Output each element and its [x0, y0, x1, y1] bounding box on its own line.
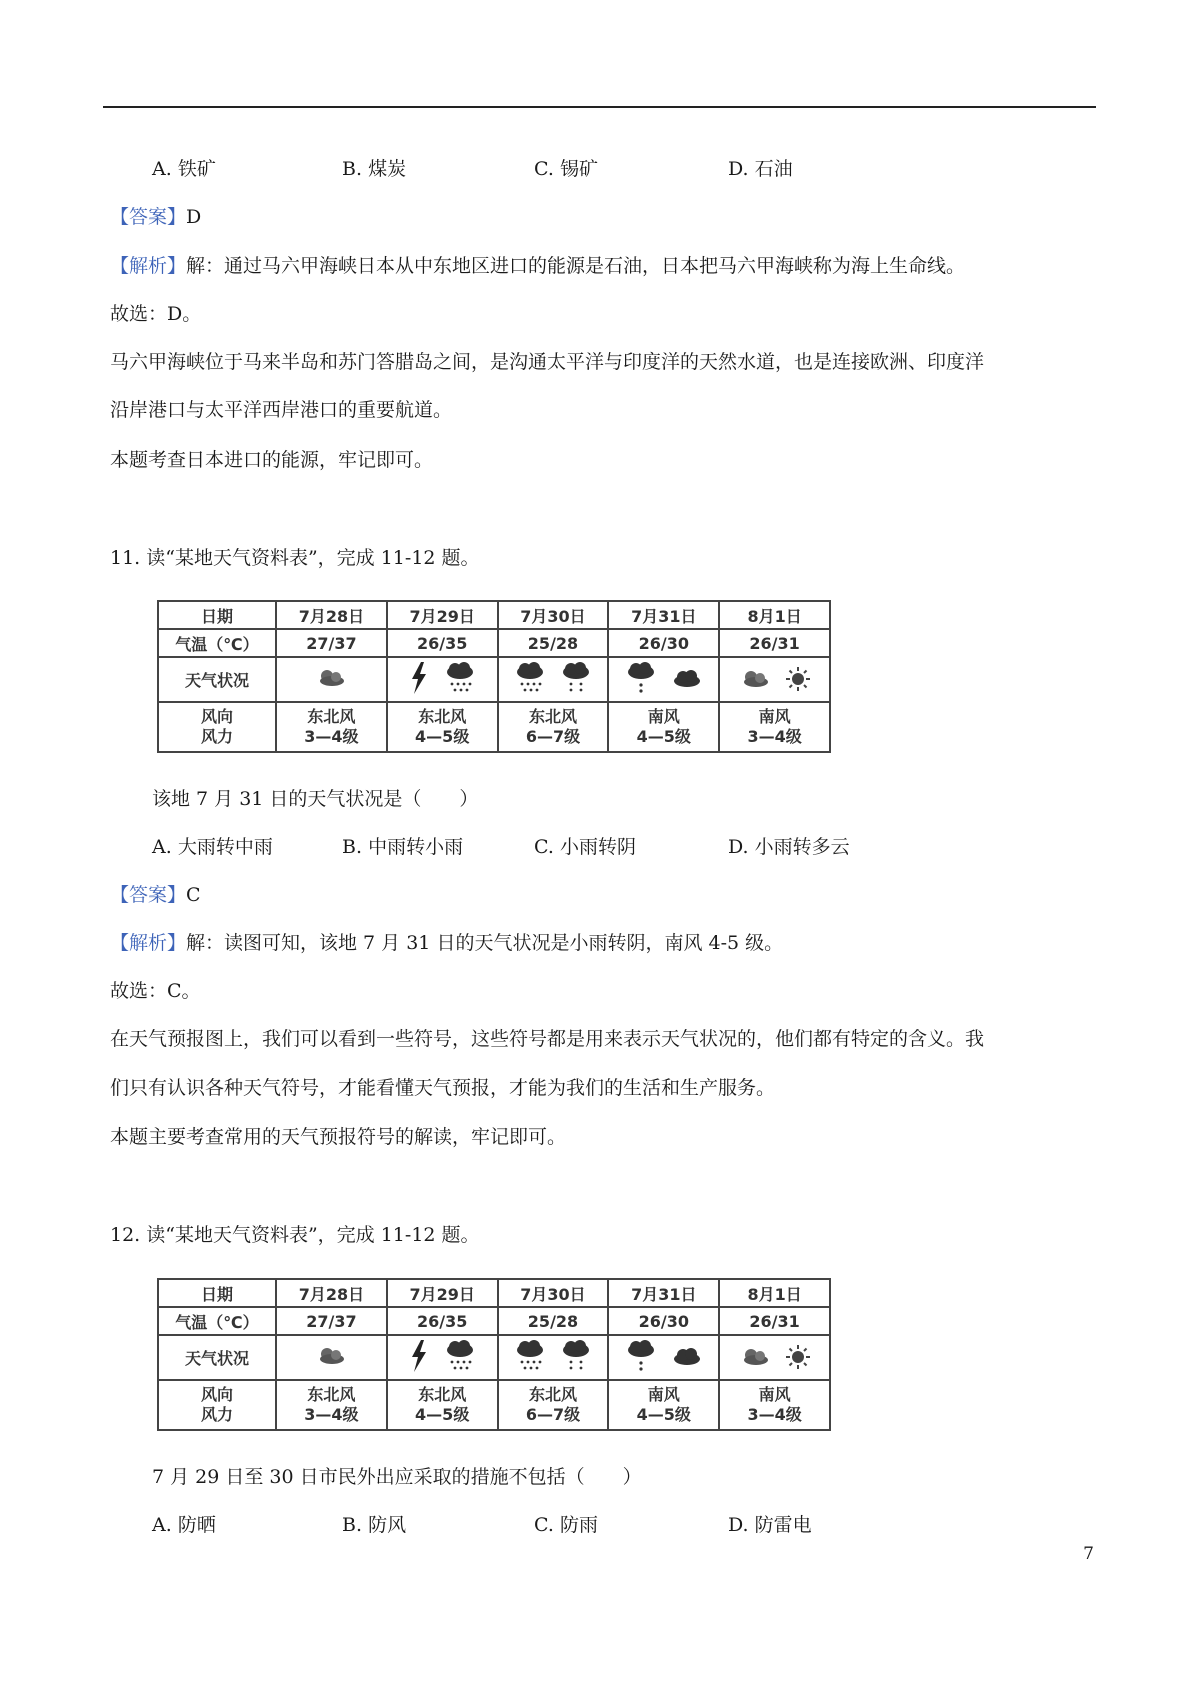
- date-cell: 8月1日: [719, 601, 830, 629]
- light-rain-icon: [626, 1340, 656, 1372]
- q12-option-d: D. 防雷电: [728, 1514, 812, 1536]
- q10-summary: 本题考查日本进口的能源，牢记即可。: [110, 449, 434, 471]
- cloudy-icon: [316, 668, 346, 688]
- header-wind: 风向 风力: [158, 1380, 276, 1430]
- q11-option-a: A. 大雨转中雨: [152, 836, 273, 858]
- date-cell: 7月29日: [387, 1279, 498, 1307]
- q11-stem: 11. 读“某地天气资料表”，完成 11-12 题。: [110, 547, 480, 569]
- moderate-rain-icon: [561, 1340, 591, 1372]
- light-rain-icon: [626, 662, 656, 694]
- header-temp: 气温（℃）: [158, 1307, 276, 1335]
- q11-option-c: C. 小雨转阴: [534, 836, 636, 858]
- wind-cell: 南风 3—4级: [719, 1380, 830, 1430]
- date-cell: 7月31日: [608, 1279, 719, 1307]
- q10-option-b: B. 煤炭: [342, 158, 407, 180]
- heavy-rain-icon: [515, 662, 545, 694]
- date-cell: 8月1日: [719, 1279, 830, 1307]
- condition-cell: [276, 657, 387, 702]
- overcast-icon: [672, 668, 702, 688]
- q11-explanation-line1: 在天气预报图上，我们可以看到一些符号，这些符号都是用来表示天气状况的，他们都有特定的含义。我: [110, 1028, 985, 1050]
- q11-choice: 故选：C。: [110, 980, 201, 1002]
- date-cell: 7月30日: [498, 1279, 609, 1307]
- condition-cell: [498, 657, 609, 702]
- temp-cell: 25/28: [498, 1307, 609, 1335]
- sunny-icon: [786, 667, 810, 691]
- temp-cell: 26/30: [608, 629, 719, 657]
- heavy-rain-icon: [445, 1340, 475, 1372]
- thunder-icon: [409, 662, 429, 694]
- temp-cell: 27/37: [276, 1307, 387, 1335]
- q11-explanation-line2: 们只有认识各种天气符号，才能看懂天气预报，才能为我们的生活和生产服务。: [110, 1077, 776, 1099]
- date-cell: 7月29日: [387, 601, 498, 629]
- wind-cell: 南风 4—5级: [608, 1380, 719, 1430]
- condition-cell: [719, 657, 830, 702]
- cloudy-icon: [316, 1346, 346, 1366]
- header-temp: 气温（℃）: [158, 629, 276, 657]
- heavy-rain-icon: [515, 1340, 545, 1372]
- sunny-icon: [786, 1345, 810, 1369]
- q10-analysis: 【解析】解：通过马六甲海峡日本从中东地区进口的能源是石油，日本把马六甲海峡称为海上生命线。: [110, 255, 966, 277]
- wind-cell: 东北风 4—5级: [387, 1380, 498, 1430]
- moderate-rain-icon: [561, 662, 591, 694]
- header-condition: 天气状况: [158, 657, 276, 702]
- condition-cell: [387, 657, 498, 702]
- q12-option-a: A. 防晒: [152, 1514, 216, 1536]
- q10-answer: 【答案】D: [110, 206, 202, 228]
- temp-cell: 27/37: [276, 629, 387, 657]
- header-rule: [103, 106, 1096, 108]
- cloudy-icon: [740, 1347, 770, 1367]
- q11-summary: 本题主要考查常用的天气预报符号的解读，牢记即可。: [110, 1126, 567, 1148]
- date-cell: 7月28日: [276, 1279, 387, 1307]
- heavy-rain-icon: [445, 662, 475, 694]
- temp-cell: 26/30: [608, 1307, 719, 1335]
- condition-cell: [719, 1335, 830, 1380]
- q12-question: 7 月 29 日至 30 日市民外出应采取的措施不包括（ ）: [152, 1466, 642, 1488]
- condition-cell: [387, 1335, 498, 1380]
- temp-cell: 26/31: [719, 629, 830, 657]
- q11-answer: 【答案】C: [110, 884, 201, 906]
- wind-cell: 东北风 3—4级: [276, 702, 387, 752]
- wind-cell: 南风 3—4级: [719, 702, 830, 752]
- q12-stem: 12. 读“某地天气资料表”，完成 11-12 题。: [110, 1224, 480, 1246]
- condition-cell: [276, 1335, 387, 1380]
- date-cell: 7月28日: [276, 601, 387, 629]
- overcast-icon: [672, 1346, 702, 1366]
- q12-options: [152, 1512, 852, 1538]
- wind-cell: 东北风 6—7级: [498, 1380, 609, 1430]
- condition-cell: [498, 1335, 609, 1380]
- header-condition: 天气状况: [158, 1335, 276, 1380]
- temp-cell: 26/35: [387, 629, 498, 657]
- temp-cell: 26/35: [387, 1307, 498, 1335]
- condition-cell: [608, 1335, 719, 1380]
- q11-option-d: D. 小雨转多云: [728, 836, 850, 858]
- weather-table-q12: [157, 1278, 831, 1431]
- q10-choice: 故选：D。: [110, 303, 202, 325]
- condition-cell: [608, 657, 719, 702]
- q11-option-b: B. 中雨转小雨: [342, 836, 464, 858]
- q11-question: 该地 7 月 31 日的天气状况是（ ）: [152, 788, 479, 810]
- temp-cell: 26/31: [719, 1307, 830, 1335]
- wind-cell: 南风 4—5级: [608, 702, 719, 752]
- q10-explanation-line2: 沿岸港口与太平洋西岸港口的重要航道。: [110, 399, 453, 421]
- q10-options: [152, 156, 852, 182]
- q12-option-b: B. 防风: [342, 1514, 407, 1536]
- header-date: 日期: [158, 1279, 276, 1307]
- q10-option-c: C. 锡矿: [534, 158, 598, 180]
- q10-explanation-line1: 马六甲海峡位于马来半岛和苏门答腊岛之间，是沟通太平洋与印度洋的天然水道，也是连接欧洲、印度洋: [110, 351, 985, 373]
- wind-cell: 东北风 6—7级: [498, 702, 609, 752]
- q10-option-a: A. 铁矿: [152, 158, 216, 180]
- wind-cell: 东北风 4—5级: [387, 702, 498, 752]
- wind-cell: 东北风 3—4级: [276, 1380, 387, 1430]
- date-cell: 7月30日: [498, 601, 609, 629]
- thunder-icon: [409, 1340, 429, 1372]
- page-number: 7: [1083, 1544, 1094, 1564]
- date-cell: 7月31日: [608, 601, 719, 629]
- weather-table-q11: [157, 600, 831, 753]
- header-wind: 风向 风力: [158, 702, 276, 752]
- temp-cell: 25/28: [498, 629, 609, 657]
- q11-options: [152, 834, 852, 860]
- q11-analysis: 【解析】解：读图可知，该地 7 月 31 日的天气状况是小雨转阴，南风 4-5 级。: [110, 932, 784, 954]
- header-date: 日期: [158, 601, 276, 629]
- q10-option-d: D. 石油: [728, 158, 793, 180]
- cloudy-icon: [740, 669, 770, 689]
- q12-option-c: C. 防雨: [534, 1514, 598, 1536]
